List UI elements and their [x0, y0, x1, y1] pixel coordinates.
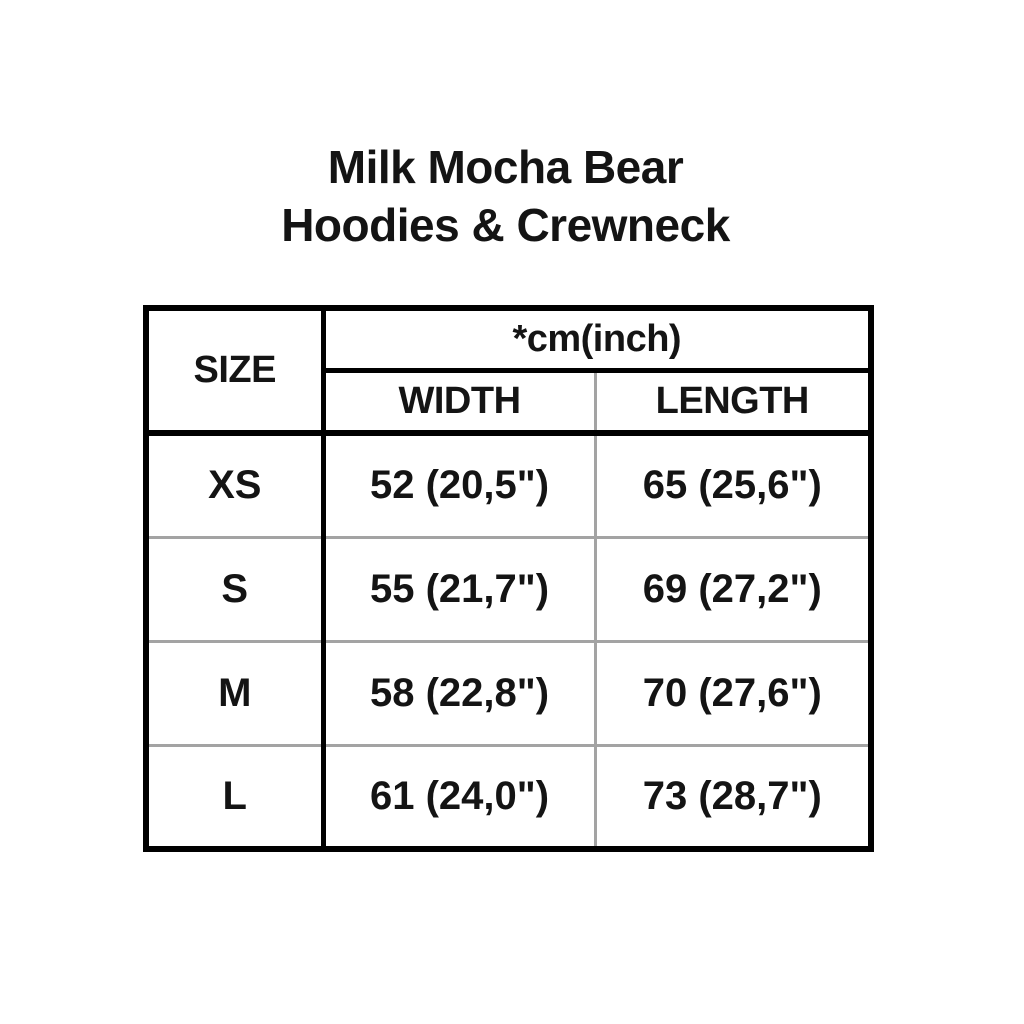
size-chart-table: [143, 305, 874, 852]
table-row: [146, 745, 871, 849]
chart-title: [143, 138, 868, 254]
size-cell: XS: [146, 433, 323, 537]
length-cell: 65 (25,6"): [595, 433, 871, 537]
unit-header-row: [146, 308, 871, 371]
chart-title-line-1: Milk Mocha Bear: [327, 141, 684, 193]
width-cell: 61 (24,0"): [323, 745, 595, 849]
chart-title-line-2: Hoodies & Crewneck: [281, 199, 730, 251]
width-cell: 58 (22,8"): [323, 641, 595, 745]
size-cell: L: [146, 745, 323, 849]
length-cell: 70 (27,6"): [595, 641, 871, 745]
table-row: [146, 537, 871, 641]
table-row: [146, 641, 871, 745]
unit-header: *cm(inch): [323, 308, 871, 371]
length-column-header: LENGTH: [595, 371, 871, 434]
width-column-header: WIDTH: [323, 371, 595, 434]
size-cell: S: [146, 537, 323, 641]
width-cell: 52 (20,5"): [323, 433, 595, 537]
length-cell: 69 (27,2"): [595, 537, 871, 641]
width-cell: 55 (21,7"): [323, 537, 595, 641]
size-cell: M: [146, 641, 323, 745]
length-cell: 73 (28,7"): [595, 745, 871, 849]
table-row: [146, 433, 871, 537]
size-column-header: SIZE: [146, 308, 323, 433]
